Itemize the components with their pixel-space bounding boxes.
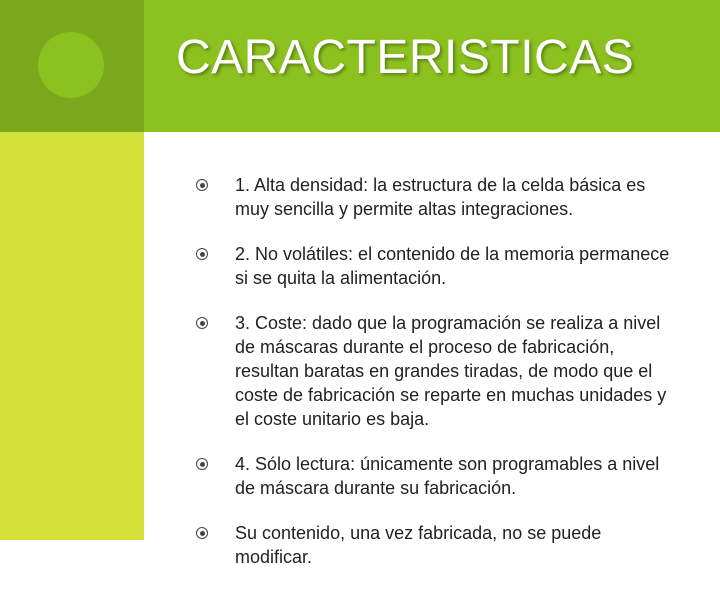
circle-bullet-icon bbox=[196, 317, 208, 329]
slide-title: CARACTERISTICAS bbox=[176, 31, 635, 84]
list-item bbox=[196, 452, 676, 500]
circle-bullet-icon bbox=[196, 248, 208, 260]
bullet-list bbox=[196, 173, 676, 590]
list-item bbox=[196, 521, 676, 569]
circle-bullet-icon bbox=[196, 179, 208, 191]
decorative-circle-icon bbox=[38, 32, 104, 98]
bullet-text: 1. Alta densidad: la estructura de la celda básica es muy sencilla y permite altas integraciones. bbox=[235, 175, 646, 219]
list-item bbox=[196, 311, 676, 431]
list-item bbox=[196, 242, 676, 290]
left-accent-strip bbox=[0, 132, 144, 540]
circle-bullet-icon bbox=[196, 527, 208, 539]
list-item bbox=[196, 173, 676, 221]
circle-bullet-icon bbox=[196, 458, 208, 470]
bullet-text: 2. No volátiles: el contenido de la memoria permanece si se quita la alimentación. bbox=[235, 244, 670, 288]
bullet-text: 4. Sólo lectura: únicamente son programables a nivel de máscara durante su fabricación. bbox=[235, 454, 660, 498]
bullet-text: 3. Coste: dado que la programación se realiza a nivel de máscaras durante el proceso de fabricación, resultan baratas en grandes tiradas, de modo que el coste de fabricación se reparte en muchas unidades y el coste unitario es baja. bbox=[235, 313, 667, 429]
bullet-text: Su contenido, una vez fabricada, no se puede modificar. bbox=[235, 523, 602, 567]
